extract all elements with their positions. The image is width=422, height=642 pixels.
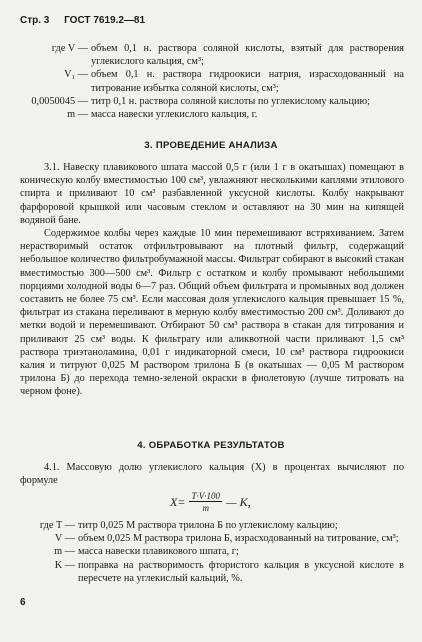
paragraph-3-1-continued: Содержимое колбы через каждые 10 мин перемешивают встряхиванием. Затем нерастворимый остаток отфильтровывают на плотный фильтр, содержащий небольшое количество фильтробумажной массы. Фильтрат собирают в высокий стакан вместимостью 300—500 см³. Фильтр с остатком и колбу промывают небольшими порциями холодной воды 6—7 раз. Общий объем фильтрата и промывных вод должен составить не более 75 см³. Если массовая доля углекислого кальция превышает 15 %, фильтрат из стакана переливают в мерную колбу вместимостью 200 см³. Доливают до метки водой и перемешивают. Отбирают 50 см³ раствора в стакан для титрования и приливают 25 см³ воды. К фильтрату или аликвотной части приливают 1,5 см³ раствора триэтаноламина, 0,01 г индикаторной смеси, 10 см³ раствора гидроокиси калия и титруют 0,025 М раствором трилона Б (в окатышах — 0,05 М раствором трилона Б) до перехода темно-зеленой окраски в фиолетовую (лучше титровать на черном фоне). bbox=[20, 228, 404, 398]
paragraph-4-1: 4.1. Массовую долю углекислого кальция (X) в процентах вычисляют по формуле bbox=[20, 462, 404, 487]
variable-definitions-1 bbox=[20, 42, 404, 121]
header-page-label: Стр. 3 bbox=[20, 15, 50, 26]
formula-lhs: X= bbox=[170, 494, 186, 509]
definition-row bbox=[20, 559, 404, 585]
definition-row bbox=[20, 545, 404, 558]
definition-row bbox=[20, 68, 404, 94]
formula-numerator: T·V·100 bbox=[191, 491, 220, 501]
section-3-heading: 3. ПРОВЕДЕНИЕ АНАЛИЗА bbox=[144, 140, 278, 151]
definition-row bbox=[20, 42, 404, 68]
definition-symbol: m — bbox=[67, 109, 88, 121]
header-gost-number: ГОСТ 7619.2—81 bbox=[64, 15, 146, 26]
definition-symbol: V — bbox=[54, 533, 75, 545]
page-number: 6 bbox=[20, 597, 26, 608]
formula-fraction bbox=[189, 491, 222, 513]
page-header bbox=[20, 15, 145, 26]
definition-text: масса навески плавикового шпата, г; bbox=[78, 546, 239, 558]
definition-row bbox=[20, 95, 404, 108]
definition-symbol: где T — bbox=[39, 520, 75, 531]
variable-definitions-2 bbox=[20, 519, 404, 585]
definition-text: титр 0,025 М раствора трилона Б по углекислому кальцию; bbox=[78, 520, 338, 531]
section-4-heading: 4. ОБРАБОТКА РЕЗУЛЬТАТОВ bbox=[137, 440, 285, 451]
definition-symbol: m — bbox=[54, 546, 75, 558]
definition-symbol: V₁ — bbox=[64, 69, 88, 81]
paragraph-3-1: 3.1. Навеску плавикового шпата массой 0,5 г (или 1 г в окатышах) помещают в коническую колбу вместимостью 100 см³, увлажняют несколькими каплями этилового спирта и приливают 10 см³ разбавленной уксусной кислоты. Колбу накрывают фарфоровой крышкой или часовым стеклом и оставляют на 30 мин на кипящей водяной бане. bbox=[20, 162, 404, 226]
definition-symbol: K — bbox=[54, 559, 75, 571]
definition-text: объем 0,1 н. раствора соляной кислоты, взятый для растворения углекислого кальция, см³; bbox=[91, 43, 404, 68]
definition-text: масса навески углекислого кальция, г. bbox=[91, 109, 258, 121]
definition-row bbox=[20, 532, 404, 545]
formula-denominator: m bbox=[202, 503, 209, 513]
definition-row bbox=[20, 108, 404, 121]
section-3-body bbox=[20, 161, 404, 399]
definition-text: титр 0,1 н. раствора соляной кислоты по углекислому кальцию; bbox=[91, 95, 371, 107]
definition-text: поправка на растворимость фтористого кальция в уксусной кислоте в пересчете на углекислый кальций, %. bbox=[78, 559, 404, 584]
calcium-carbonate-formula bbox=[170, 491, 251, 513]
definition-text: объем 0,025 М раствора трилона Б, израсходованный на титрование, см³; bbox=[78, 533, 399, 545]
definition-text: объем 0,1 н. раствора гидроокиси натрия, израсходованный на титрование избытка соляной кислоты, см³; bbox=[91, 69, 404, 94]
definition-row bbox=[20, 519, 404, 532]
section-4-body bbox=[20, 461, 404, 487]
formula-rhs: — K, bbox=[225, 494, 251, 509]
definition-symbol: 0,0050045 — bbox=[31, 95, 88, 107]
definition-symbol: где V — bbox=[51, 43, 88, 54]
